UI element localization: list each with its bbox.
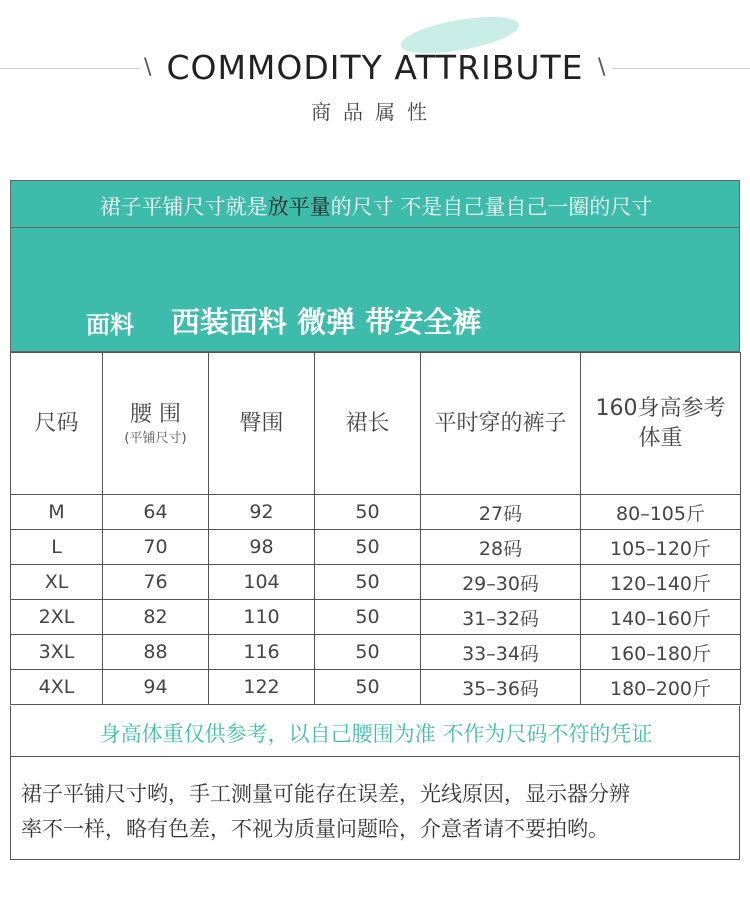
- cell-hip: 110: [209, 600, 315, 635]
- cell-pants: 31–32码: [421, 600, 581, 635]
- fabric-value: 西装面料 微弹 带安全裤: [171, 305, 482, 339]
- cell-hip: 104: [209, 565, 315, 600]
- notice-part2: 放平量: [267, 195, 331, 219]
- cell-hip: 92: [209, 495, 315, 530]
- cell-hip: 98: [209, 530, 315, 565]
- cell-hip: 116: [209, 635, 315, 670]
- cell-length: 50: [315, 530, 421, 565]
- cell-weight: 160–180斤: [581, 635, 741, 670]
- header-size: 尺码: [11, 353, 103, 495]
- cell-pants: 27码: [421, 495, 581, 530]
- cell-waist: 88: [103, 635, 209, 670]
- table-row: [11, 495, 741, 530]
- table-row: [11, 670, 741, 705]
- attribute-header: [0, 0, 750, 178]
- cell-length: 50: [315, 600, 421, 635]
- cell-waist: 94: [103, 670, 209, 705]
- size-table-header: [11, 353, 741, 495]
- cell-waist: 64: [103, 495, 209, 530]
- cell-pants: 29–30码: [421, 565, 581, 600]
- cell-pants: 35–36码: [421, 670, 581, 705]
- header-hip: 臀围: [209, 353, 315, 495]
- cell-hip: 122: [209, 670, 315, 705]
- cell-waist: 82: [103, 600, 209, 635]
- disclaimer-line-1: 裙子平铺尺寸哟，手工测量可能存在误差，光线原因，显示器分辨: [21, 782, 630, 806]
- cell-weight: 80–105斤: [581, 495, 741, 530]
- header-length: 裙长: [315, 353, 421, 495]
- cell-size: 4XL: [11, 670, 103, 705]
- title-english: COMMODITY ATTRIBUTE: [166, 48, 584, 87]
- disclaimer-box: [10, 757, 740, 860]
- cell-waist: 76: [103, 565, 209, 600]
- title-chinese: 商品属性: [311, 100, 439, 124]
- header-waist-sub: (平铺尺寸): [124, 430, 187, 446]
- table-row: [11, 600, 741, 635]
- cell-weight: 105–120斤: [581, 530, 741, 565]
- cell-size: M: [11, 495, 103, 530]
- cell-pants: 28码: [421, 530, 581, 565]
- header-waist-label: 腰 围: [130, 401, 181, 427]
- reference-note: 身高体重仅供参考，以自己腰围为准 不作为尺码不符的凭证: [99, 722, 653, 746]
- cell-pants: 33–34码: [421, 635, 581, 670]
- cell-weight: 180–200斤: [581, 670, 741, 705]
- table-row: [11, 565, 741, 600]
- table-row: [11, 530, 741, 565]
- cell-length: 50: [315, 635, 421, 670]
- cell-weight: 120–140斤: [581, 565, 741, 600]
- notice-band: [10, 180, 740, 228]
- cell-length: 50: [315, 670, 421, 705]
- cell-weight: 140–160斤: [581, 600, 741, 635]
- notice-part1: 裙子平铺尺寸就是: [99, 195, 268, 219]
- cell-size: 3XL: [11, 635, 103, 670]
- cell-length: 50: [315, 495, 421, 530]
- disclaimer-line-2: 率不一样，略有色差，不视为质量问题哈，介意者请不要拍哟。: [21, 817, 609, 841]
- header-weight: [581, 353, 741, 495]
- header-waist: [103, 353, 209, 495]
- flat-measure-notice: [11, 191, 741, 221]
- reference-note-band: [10, 706, 740, 757]
- cell-waist: 70: [103, 530, 209, 565]
- notice-part3: 的尺寸 不是自己量自己一圈的尺寸: [330, 195, 653, 219]
- header-weight-label2: 体重: [638, 425, 683, 451]
- fabric-band: [10, 228, 740, 352]
- cell-size: 2XL: [11, 600, 103, 635]
- header-weight-label: 160身高参考: [595, 395, 726, 421]
- cell-size: L: [11, 530, 103, 565]
- header-pants: 平时穿的裤子: [421, 353, 581, 495]
- header-slash-left: \: [144, 55, 152, 80]
- header-slash-right: \: [598, 55, 606, 80]
- cell-size: XL: [11, 565, 103, 600]
- table-row: [11, 635, 741, 670]
- size-table: [10, 352, 741, 705]
- cell-length: 50: [315, 565, 421, 600]
- fabric-label: 面料: [86, 311, 134, 339]
